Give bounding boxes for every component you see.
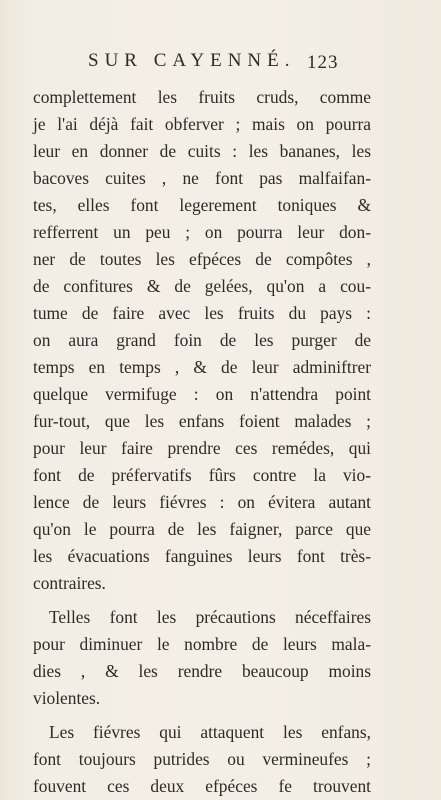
text-line: temps en temps , & de leur adminiftrer bbox=[33, 357, 371, 377]
text-line: dies , & les rendre beaucoup moins bbox=[33, 661, 371, 681]
text-line: on aura grand foin de les purger de bbox=[33, 330, 371, 350]
text-line: Telles font les précautions néceffaires bbox=[49, 607, 371, 627]
text-line: qu'on le pourra de les faigner, parce que bbox=[33, 519, 371, 539]
paragraph bbox=[33, 604, 371, 712]
paragraph bbox=[33, 719, 371, 800]
page-number: 123 bbox=[307, 52, 339, 73]
text-line: tume de faire avec les fruits du pays : bbox=[33, 303, 371, 323]
running-head: SUR CAYENNÉ. bbox=[88, 50, 296, 71]
text-line: font toujours putrides ou vermineufes ; bbox=[33, 749, 371, 769]
body-text bbox=[33, 84, 371, 800]
text-line: leur en donner de cuits : les bananes, les bbox=[33, 141, 371, 161]
text-line: quelque vermifuge : on n'attendra point bbox=[33, 384, 371, 404]
text-line: contraires. bbox=[33, 573, 106, 593]
text-line: tes, elles font legerement toniques & bbox=[33, 195, 371, 215]
text-line: complettement les fruits cruds, comme bbox=[33, 87, 371, 107]
text-line: je l'ai déjà fait obferver ; mais on pourra bbox=[33, 114, 371, 134]
text-line: refferrent un peu ; on pourra leur don- bbox=[33, 222, 371, 242]
text-line: violentes. bbox=[33, 688, 101, 708]
paragraph bbox=[33, 84, 371, 597]
text-line: font de préfervatifs fûrs contre la vio- bbox=[33, 465, 371, 485]
text-line: fouvent ces deux efpéces fe trouvent bbox=[33, 776, 371, 796]
text-line: les évacuations fanguines leurs font très- bbox=[33, 546, 371, 566]
text-line: de confitures & de gelées, qu'on a cou- bbox=[33, 276, 371, 296]
text-line: fur-tout, que les enfans foient malades ; bbox=[33, 411, 371, 431]
text-line: pour diminuer le nombre de leurs mala- bbox=[33, 634, 371, 654]
text-line: lence de leurs fiévres : on évitera autant bbox=[33, 492, 371, 512]
text-line: Les fiévres qui attaquent les enfans, bbox=[49, 722, 371, 742]
text-line: pour leur faire prendre ces remédes, qui bbox=[33, 438, 371, 458]
text-line: ner de toutes les efpéces de compôtes , bbox=[33, 249, 371, 269]
text-line: bacoves cuites , ne font pas malfaifan- bbox=[33, 168, 371, 188]
